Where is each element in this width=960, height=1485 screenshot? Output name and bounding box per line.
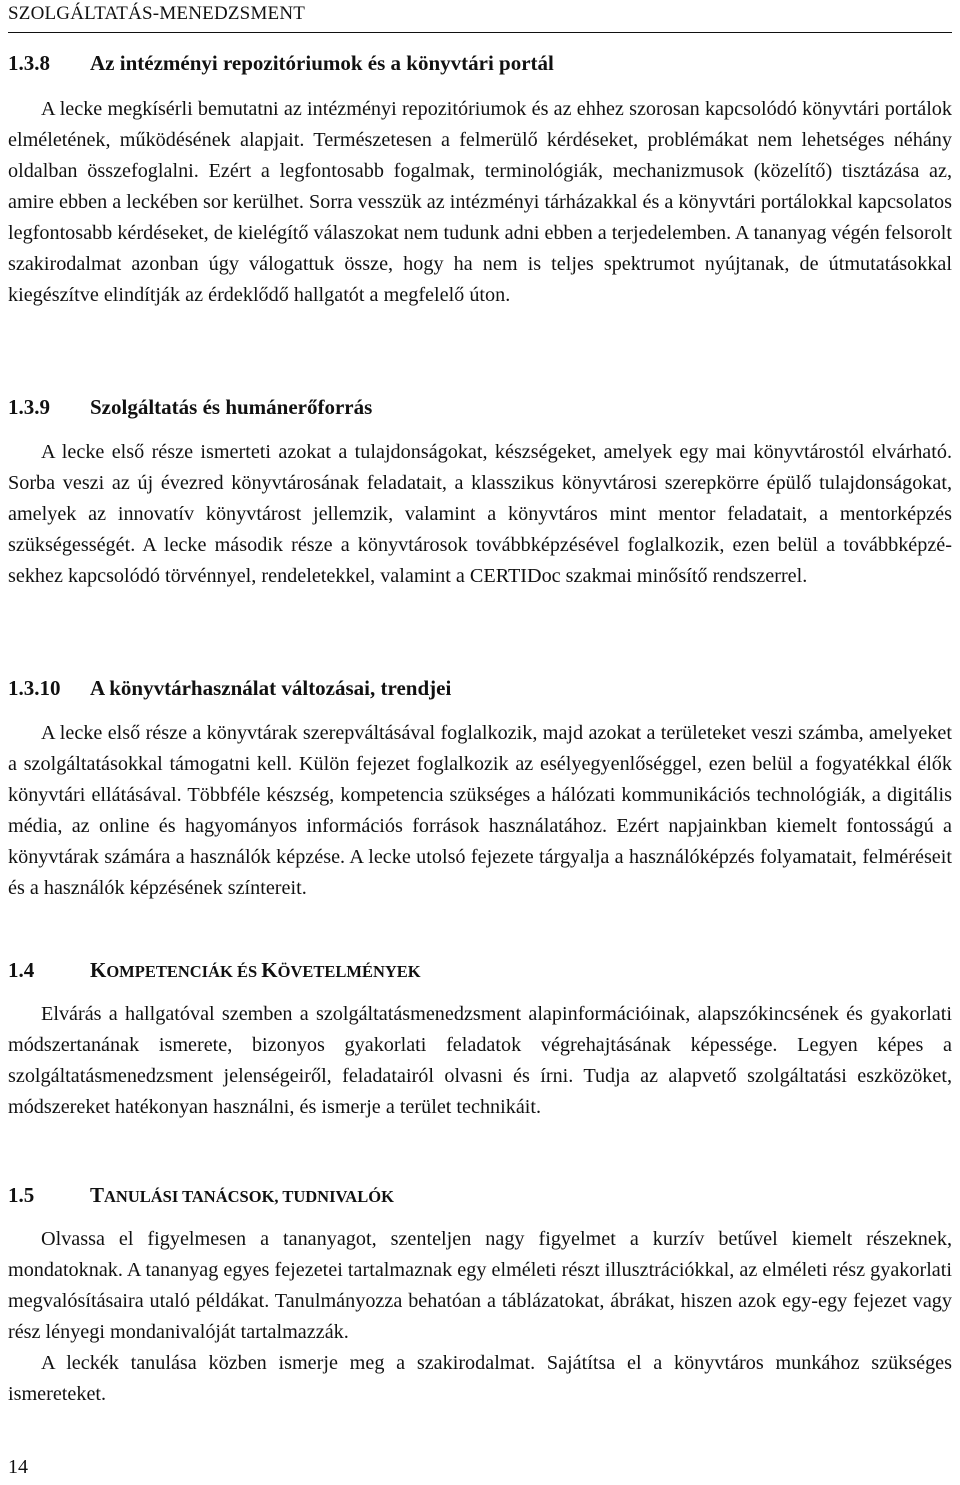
section-title: A könyvtárhasználat változásai, trendjei	[90, 676, 452, 700]
header-rule	[8, 32, 952, 33]
section-number: 1.3.10	[8, 676, 61, 700]
section-number: 1.3.9	[8, 395, 50, 419]
section-1-3-10	[8, 673, 952, 904]
section-body	[8, 999, 952, 1123]
section-heading	[8, 392, 952, 422]
section-heading	[8, 955, 952, 985]
section-heading	[8, 48, 952, 78]
running-head-text: SZOLGÁLTATÁS-MENEDZSMENT	[8, 3, 306, 24]
section-1-3-8	[8, 48, 952, 311]
paragraph: Elvárás a hallgatóval szemben a szolgáltatásmenedzsment alapinformációinak, alapszókincsének és gyakorlati módszertanának ismerete, bizonyos gyakorlati feladatok végrehajtásának képessége. Legyen képes a szolgáltatásmenedzsment jelenségeiről, feladatairól olvasni és írni. Tudja az alapvető szolgáltatási eszközöket, módszereket hatékonyan használni, és ismerje a terület technikáit.	[8, 1003, 952, 1118]
section-1-4	[8, 955, 952, 1123]
section-body	[8, 437, 952, 592]
section-number: 1.4	[8, 958, 35, 982]
paragraph: Olvassa el figyelmesen a tananyagot, szenteljen nagy figyelmet a kurzív betűvel kiemelt részeknek, mondatoknak. A tananyag egyes fejezetei tartalmaznak egy elméleti részt illusztrációkkal, az elméleti rész gyakorlati megvalósításaira utaló példákat. Tanulmányozza behatóan a táblázatokat, ábrákat, hiszen azok egy-egy fejezet vagy rész lényegi mondanivalóját tartalmazzák.	[8, 1228, 952, 1343]
section-1-5	[8, 1180, 952, 1410]
paragraph: A lecke első része ismerteti azokat a tulajdonságokat, készségeket, amelyek egy mai könyvtárostól elvárható. Sorba veszi az új évezred könyvtárosának feladatait, a klasszikus könyvtárosi szerepkörre épülő tulajdonságokat, amelyek az innovatív könyvtárost jellemzik, valamint a könyvtáros mint mentor feladatait, a mentorképzés szükségességét. A lecke második része a könyvtárosok továbbképzésével foglalkozik, ezen belül a továbbképzésekhez kapcsolódó törvénnyel, rendeletekkel, valamint a CERTIDoc szakmai minősítő rendszerrel.	[8, 441, 952, 587]
running-head	[8, 3, 952, 33]
paragraph: A leckék tanulása közben ismerje meg a szakirodalmat. Sajátítsa el a könyvtáros munkához szükséges ismereteket.	[8, 1352, 952, 1405]
section-title: Szolgáltatás és humánerőforrás	[90, 395, 373, 419]
paragraph: A lecke megkísérli bemutatni az intézményi repozitóriumok és az ehhez szorosan kapcsolódó könyvtári portálok elméletének, működésének alapjait. Természetesen a felmerülő kérdéseket, problémákat nem lehetséges néhány oldalban összefoglalni. Ezért a legfontosabb fogalmak, terminológiák, mechanizmusok (közelítő) tisztázása az, amire ebben a leckében sor kerülhet. Sorra vesszük az intézményi tárházakkal és a könyvtári portálokkal kapcsolatos legfontosabb kérdéseket, de kielégítő válaszokat nem tudunk adni ebben a terjedelemben. A tananyag végén felsorolt szakirodalmat azonban úgy válogattuk össze, hogy ha nem is teljes spektrumot nyújtanak, de útmutatásokkal kiegészítve elindítják az érdeklődő hallgatót a megfelelő úton.	[8, 98, 953, 306]
section-body	[8, 94, 952, 311]
section-heading	[8, 673, 952, 703]
section-number: 1.3.8	[8, 51, 50, 75]
section-body	[8, 718, 952, 904]
section-title: Az intézményi repozitóriumok és a könyvtári portál	[90, 51, 554, 75]
section-1-3-9	[8, 392, 952, 592]
page-number: 14	[8, 1456, 28, 1478]
section-title: KOMPETENCIÁK ÉS KÖVETELMÉNYEK	[90, 958, 421, 982]
section-number: 1.5	[8, 1183, 35, 1207]
section-body	[8, 1224, 952, 1410]
section-heading	[8, 1180, 952, 1210]
section-title: TANULÁSI TANÁCSOK, TUDNIVALÓK	[90, 1183, 394, 1207]
paragraph: A lecke első része a könyvtárak szerepváltásával foglalkozik, majd azokat a területeket veszi számba, amelyeket a szolgáltatásokkal támogatni kell. Külön fejezet foglalkozik az esélyegyenlőséggel, ezen belül a fogyatékkal élők könyvtári ellátásával. Többféle készség, kompetencia szükséges a hálózati kommunikációs technológiák, a digitális média, az online és hagyományos információs források használatához. Ezért napjainkban kiemelt fontosságú a könyvtárak számára a használók képzése. A lecke utolsó fejezete tárgyalja a használóképzés folyamatait, felméréseit és a használók képzésének színtereit.	[8, 722, 952, 899]
